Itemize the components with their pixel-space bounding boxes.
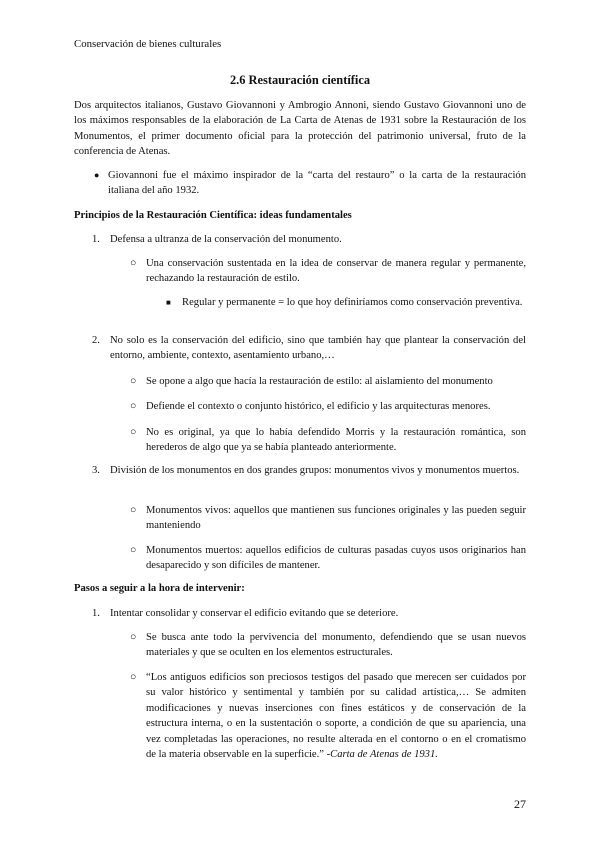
steps-heading: Pasos a seguir a la hora de intervenir: xyxy=(74,583,245,594)
list-number: 1. xyxy=(92,608,100,619)
circle-bullet: ○ xyxy=(130,545,137,556)
section-title: 2.6 Restauración científica xyxy=(229,73,371,87)
principle-2-sub-2: Defiende el contexto o conjunto histórico, el edificio y las arquitecturas menores. xyxy=(146,401,491,412)
principle-1-text: Defensa a ultranza de la conservación del monumento. xyxy=(110,234,342,245)
list-number: 1. xyxy=(92,234,100,245)
circle-bullet: ○ xyxy=(130,258,137,269)
circle-bullet: ○ xyxy=(130,672,137,683)
list-number: 3. xyxy=(92,465,100,476)
step-1-sub-2-quote xyxy=(146,670,526,762)
principle-3-sub-1: Monumentos vivos: aquellos que mantienen sus funciones originales y las pueden seguir manteniendo xyxy=(146,505,526,532)
bullet-text: Giovannoni fue el máximo inspirador de la “carta del restauro” o la carta de la restauración italiana del año 1932. xyxy=(108,170,526,197)
circle-bullet: ○ xyxy=(130,401,137,412)
running-header: Conservación de bienes culturales xyxy=(74,38,222,50)
principle-3-text: División de los monumentos en dos grandes grupos: monumentos vivos y monumentos muertos. xyxy=(110,465,520,476)
principle-3-sub-2: Monumentos muertos: aquellos edificios de culturas pasadas cuyos usos originarios han desaparecido y son difíciles de mantener. xyxy=(146,545,526,572)
bullet-marker: ● xyxy=(94,170,100,180)
page-number: 27 xyxy=(514,797,526,811)
principle-1-subsub-1: Regular y permanente = lo que hoy definiríamos como conservación preventiva. xyxy=(182,297,523,308)
principle-1-sub-1: Una conservación sustentada en la idea de conservar de manera regular y permanente, rechazando la restauración de estilo. xyxy=(146,258,526,285)
list-number: 2. xyxy=(92,335,100,346)
principle-2-sub-1: Se opone a algo que hacía la restauración de estilo: al aislamiento del monumento xyxy=(146,376,493,387)
principle-2-text: No solo es la conservación del edificio, sino que también hay que plantear la conservación del entorno, ambiente, contexto, asentamiento urbano,… xyxy=(110,335,526,362)
principles-heading: Principios de la Restauración Científica: ideas fundamentales xyxy=(74,210,352,221)
step-1-sub-1: Se busca ante todo la pervivencia del monumento, defendiendo que se usan nuevos materiales y que se oculten en los elementos estructurales. xyxy=(146,632,526,659)
circle-bullet: ○ xyxy=(130,632,137,643)
principle-2-sub-3: No es original, ya que lo había defendido Morris y la restauración romántica, son herederos de algo que ya se había planteado anteriormente. xyxy=(146,427,526,454)
intro-paragraph: Dos arquitectos italianos, Gustavo Giovannoni y Ambrogio Annoni, siendo Gustavo Giovannoni uno de los máximos responsables de la elaboración de La Carta de Atenas de 1931 sobre la Restauración de los Monumentos, el primer documento oficial para la protección del patrimonio universal, fruto de la conferencia de Atenas. xyxy=(74,100,526,158)
circle-bullet: ○ xyxy=(130,376,137,387)
step-1-text: Intentar consolidar y conservar el edificio evitando que se deteriore. xyxy=(110,608,399,619)
quote-text: “Los antiguos edificios son preciosos testigos del pasado que merecen ser cuidados por su valor histórico y sentimental y también por su calidad artística,… Se admiten modificaciones y nuevas inserciones con fines estáticos y de conservación de la estructura interna, o en la sustentación o soporte, a condición de que su apariencia, una vez completadas las operaciones, no resulte alterada en el contorno o en el cromatismo de la materia observable en la superficie.” xyxy=(146,672,526,761)
quote-citation: -Carta de Atenas de 1931. xyxy=(323,749,438,761)
square-bullet: ■ xyxy=(166,298,171,307)
circle-bullet: ○ xyxy=(130,427,137,438)
circle-bullet: ○ xyxy=(130,505,137,516)
